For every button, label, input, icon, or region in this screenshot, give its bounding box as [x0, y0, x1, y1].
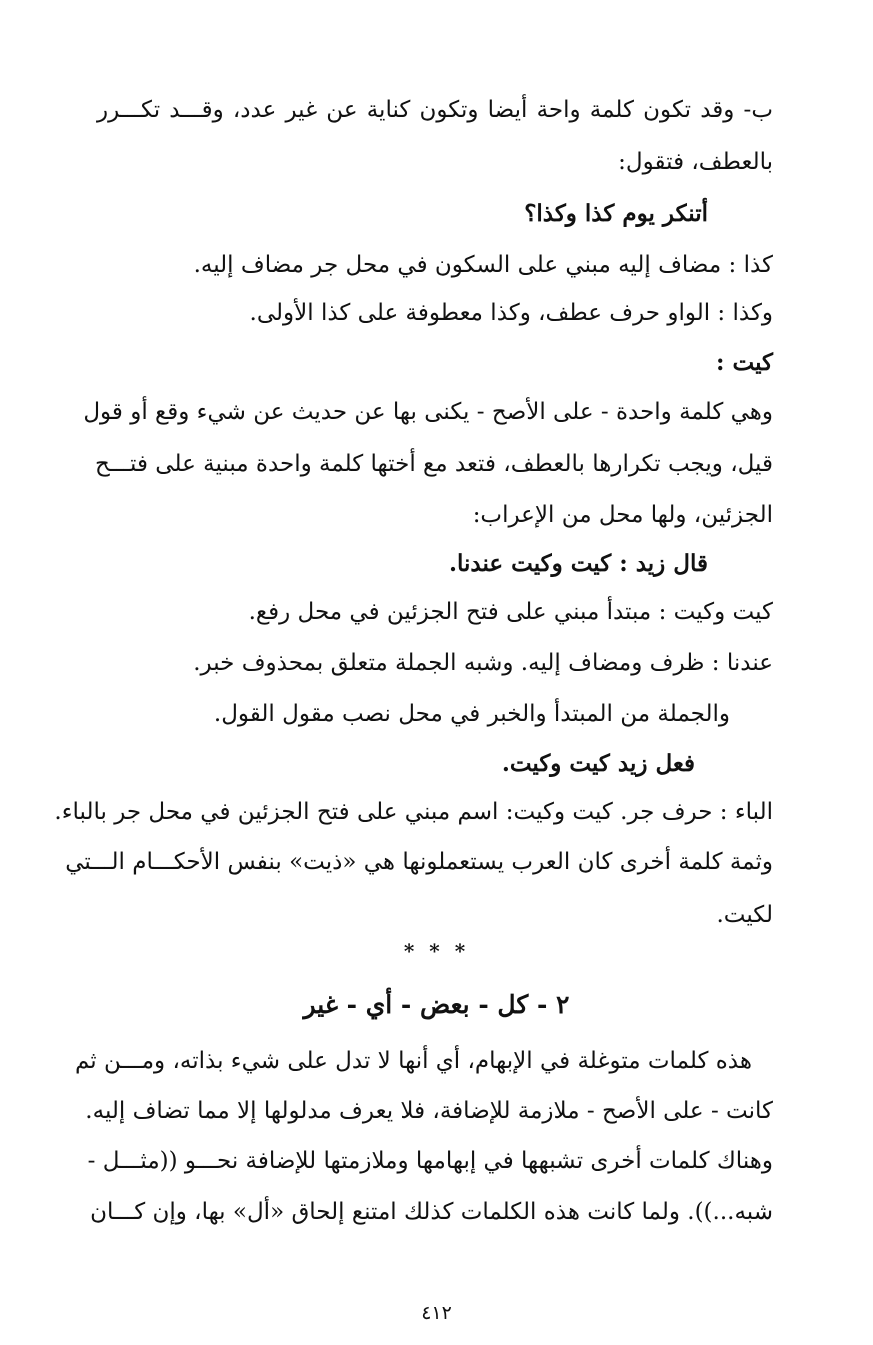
text-line-9: الجزئين، ولها محل من الإعراب:: [472, 502, 773, 528]
text-line-1: ب- وقد تكون كلمة واحة أيضا وتكون كناية عن غير عدد، وقـــد تكـــرر: [97, 97, 773, 123]
text-line-8: قيل، ويجب تكرارها بالعطف، فتعد مع أختها كلمة واحدة مبنية على فتـــح: [94, 451, 773, 477]
page-number: ٤١٢: [421, 1302, 452, 1324]
section-heading: ٢ - كل - بعض - أي - غير: [303, 990, 570, 1019]
text-line-17: لكيت.: [716, 902, 773, 928]
text-line-16: وثمة كلمة أخرى كان العرب يستعملونها هي «ذيت» بنفس الأحكـــام الـــتي: [65, 849, 773, 875]
subheading-kayt: كيت :: [716, 349, 773, 376]
example-sentence-2: قال زيد : كيت وكيت عندنا.: [448, 550, 708, 577]
text-line-11: كيت وكيت : مبتدأ مبني على فتح الجزئين في محل رفع.: [248, 599, 773, 625]
example-sentence-1: أتنكر يوم كذا وكذا؟: [524, 200, 708, 227]
text-line-19: كانت - على الأصح - ملازمة للإضافة، فلا يعرف مدلولها إلا مما تضاف إليه.: [85, 1098, 773, 1124]
text-line-18: هذه كلمات متوغلة في الإبهام، أي أنها لا تدل على شيء بذاته، ومـــن ثم: [74, 1048, 752, 1074]
example-sentence-3: فعل زيد كيت وكيت.: [501, 750, 695, 777]
text-line-4: كذا : مضاف إليه مبني على السكون في محل جر مضاف إليه.: [193, 252, 773, 278]
text-line-20: وهناك كلمات أخرى تشبهها في إبهامها وملازمتها للإضافة نحـــو ((مثـــل -: [87, 1148, 773, 1174]
text-line-13: والجملة من المبتدأ والخبر في محل نصب مقول القول.: [213, 701, 730, 727]
section-separator: * * *: [403, 939, 470, 963]
text-line-12: عندنا : ظرف ومضاف إليه. وشبه الجملة متعلق بمحذوف خبر.: [193, 650, 773, 676]
text-line-15: الباء : حرف جر. كيت وكيت: اسم مبني على فتح الجزئين في محل جر بالباء.: [54, 799, 773, 825]
text-line-7: وهي كلمة واحدة - على الأصح - يكنى بها عن حديث عن شيء وقع أو قول: [83, 399, 773, 425]
text-line-5: وكذا : الواو حرف عطف، وكذا معطوفة على كذا الأولى.: [249, 300, 773, 326]
text-line-21: شبه...)). ولما كانت هذه الكلمات كذلك امتنع إلحاق «أل» بها، وإن كـــان: [90, 1199, 773, 1225]
text-line-2: بالعطف، فتقول:: [618, 149, 773, 175]
